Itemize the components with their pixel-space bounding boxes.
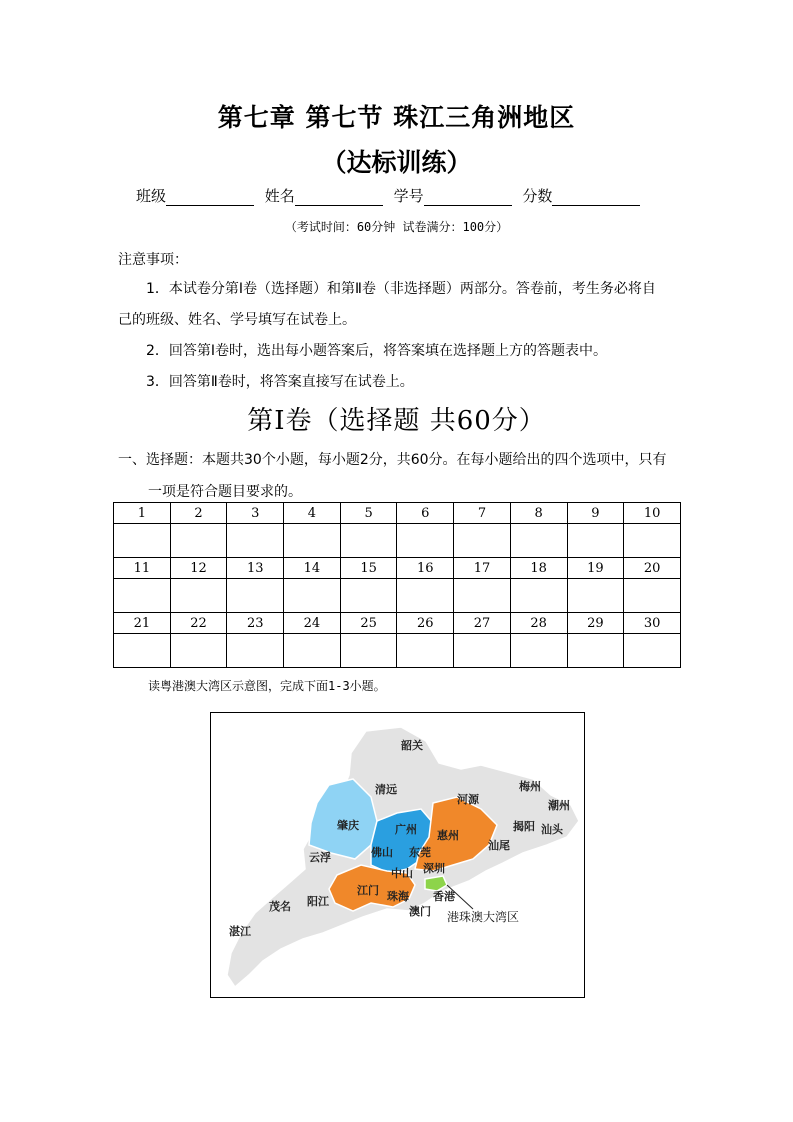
answer-number-row xyxy=(114,613,681,634)
answer-cell[interactable] xyxy=(397,579,454,613)
answer-blank-row xyxy=(114,579,681,613)
read-tip: 读粤港澳大湾区示意图，完成下面1-3小题。 xyxy=(148,679,386,693)
answer-cell[interactable] xyxy=(567,579,624,613)
score-field[interactable] xyxy=(552,191,640,206)
note-item-1-line-2: 己的班级、姓名、学号填写在试卷上。 xyxy=(118,312,356,328)
city-label-macau: 澳门 xyxy=(409,905,431,918)
city-label-dongguan: 东莞 xyxy=(409,846,431,859)
answer-cell[interactable] xyxy=(340,524,397,558)
answer-cell[interactable] xyxy=(114,524,171,558)
question-number-cell: 19 xyxy=(567,558,624,579)
city-label-zhongshan: 中山 xyxy=(391,867,413,880)
city-label-hongkong: 香港 xyxy=(433,890,455,903)
city-label-jiangmen: 江门 xyxy=(357,884,379,897)
question-number-cell: 28 xyxy=(510,613,567,634)
page-subtitle: （达标训练） xyxy=(321,148,472,177)
city-label-chaozhou: 潮州 xyxy=(548,799,570,812)
answer-cell[interactable] xyxy=(510,634,567,668)
question-number-cell: 26 xyxy=(397,613,454,634)
exam-time-note: （考试时间：60分钟 试卷满分：100分） xyxy=(284,220,509,234)
city-label-huizhou: 惠州 xyxy=(437,829,459,842)
city-label-shaoguan: 韶关 xyxy=(401,739,423,752)
class-field[interactable] xyxy=(166,191,254,206)
answer-cell[interactable] xyxy=(454,579,511,613)
question-number-cell: 9 xyxy=(567,503,624,524)
map-svg xyxy=(211,713,584,997)
note-item-2-text: 2．回答第Ⅰ卷时，选出每小题答案后，将答案填在选择题上方的答题表中。 xyxy=(146,343,608,359)
student-id-label: 学号 xyxy=(393,187,424,205)
city-label-maoming: 茂名 xyxy=(269,900,291,913)
city-label-jieyang: 揭阳 xyxy=(513,820,535,833)
city-label-zhanjiang: 湛江 xyxy=(229,925,251,938)
question-number-cell: 6 xyxy=(397,503,454,524)
question-number-cell: 25 xyxy=(340,613,397,634)
question-intro xyxy=(118,444,683,508)
page-title: 第七章 第七节 珠江三角洲地区 xyxy=(217,103,576,132)
question-number-cell: 30 xyxy=(624,613,681,634)
question-number-cell: 5 xyxy=(340,503,397,524)
answer-cell[interactable] xyxy=(227,524,284,558)
answer-number-row xyxy=(114,503,681,524)
answer-cell[interactable] xyxy=(284,579,341,613)
question-number-cell: 4 xyxy=(284,503,341,524)
answer-cell[interactable] xyxy=(567,634,624,668)
answer-cell[interactable] xyxy=(114,634,171,668)
answer-cell[interactable] xyxy=(624,579,681,613)
question-number-cell: 8 xyxy=(510,503,567,524)
question-number-cell: 10 xyxy=(624,503,681,524)
city-label-zhuhai: 珠海 xyxy=(387,890,409,903)
map-legend-label: 港珠澳大湾区 xyxy=(447,910,520,924)
question-number-cell: 16 xyxy=(397,558,454,579)
city-label-qingyuan: 清远 xyxy=(375,783,397,796)
city-label-yunfu: 云浮 xyxy=(309,851,331,864)
answer-cell[interactable] xyxy=(227,634,284,668)
answer-number-row xyxy=(114,558,681,579)
question-intro-line-1: 一、选择题：本题共30个小题，每小题2分，共60分。在每小题给出的四个选项中，只有 xyxy=(118,452,667,468)
question-number-cell: 15 xyxy=(340,558,397,579)
answer-cell[interactable] xyxy=(624,634,681,668)
city-label-shanwei: 汕尾 xyxy=(488,839,510,852)
city-label-yangjiang: 阳江 xyxy=(307,895,329,908)
city-label-shenzhen: 深圳 xyxy=(423,862,445,875)
answer-cell[interactable] xyxy=(284,524,341,558)
city-label-guangzhou: 广州 xyxy=(395,823,417,836)
answer-cell[interactable] xyxy=(170,634,227,668)
answer-blank-row xyxy=(114,524,681,558)
name-field[interactable] xyxy=(295,191,383,206)
note-item-2 xyxy=(118,336,678,367)
question-number-cell: 12 xyxy=(170,558,227,579)
question-number-cell: 11 xyxy=(114,558,171,579)
city-label-zhaoqing: 肇庆 xyxy=(337,819,359,832)
answer-cell[interactable] xyxy=(340,634,397,668)
question-intro-line-2: 一项是符合题目要求的。 xyxy=(148,484,302,500)
greater-bay-area-map xyxy=(210,712,585,998)
answer-cell[interactable] xyxy=(510,524,567,558)
question-number-cell: 24 xyxy=(284,613,341,634)
answer-cell[interactable] xyxy=(454,524,511,558)
section-title: 第Ⅰ卷（选择题 共60分） xyxy=(247,406,546,436)
question-number-cell: 20 xyxy=(624,558,681,579)
city-label-shantou: 汕头 xyxy=(541,823,563,836)
answer-cell[interactable] xyxy=(170,579,227,613)
student-info-row xyxy=(136,185,696,206)
city-label-meizhou: 梅州 xyxy=(519,780,541,793)
student-id-field[interactable] xyxy=(424,191,512,206)
question-number-cell: 1 xyxy=(114,503,171,524)
question-number-cell: 3 xyxy=(227,503,284,524)
question-number-cell: 2 xyxy=(170,503,227,524)
question-number-cell: 18 xyxy=(510,558,567,579)
answer-cell[interactable] xyxy=(624,524,681,558)
note-item-1-line-1: 1．本试卷分第Ⅰ卷（选择题）和第Ⅱ卷（非选择题）两部分。答卷前，考生务必将自 xyxy=(146,281,656,297)
note-item-3 xyxy=(118,367,678,398)
question-number-cell: 21 xyxy=(114,613,171,634)
answer-cell[interactable] xyxy=(454,634,511,668)
question-number-cell: 13 xyxy=(227,558,284,579)
answer-cell[interactable] xyxy=(170,524,227,558)
city-label-heyuan: 河源 xyxy=(457,793,479,806)
question-number-cell: 7 xyxy=(454,503,511,524)
answer-cell[interactable] xyxy=(114,579,171,613)
answer-cell[interactable] xyxy=(284,634,341,668)
answer-table xyxy=(113,502,681,668)
note-item-3-text: 3．回答第Ⅱ卷时，将答案直接写在试卷上。 xyxy=(146,374,414,390)
question-number-cell: 29 xyxy=(567,613,624,634)
question-number-cell: 17 xyxy=(454,558,511,579)
answer-cell[interactable] xyxy=(397,634,454,668)
notes-heading: 注意事项： xyxy=(118,252,188,268)
note-item-1 xyxy=(118,274,678,336)
answer-blank-row xyxy=(114,634,681,668)
city-label-foshan: 佛山 xyxy=(371,846,393,859)
answer-cell[interactable] xyxy=(227,579,284,613)
answer-cell[interactable] xyxy=(340,579,397,613)
class-label: 班级 xyxy=(136,187,167,205)
question-number-cell: 27 xyxy=(454,613,511,634)
name-label: 姓名 xyxy=(264,187,295,205)
question-number-cell: 23 xyxy=(227,613,284,634)
answer-cell[interactable] xyxy=(567,524,624,558)
question-number-cell: 14 xyxy=(284,558,341,579)
score-label: 分数 xyxy=(522,187,553,205)
answer-cell[interactable] xyxy=(510,579,567,613)
question-number-cell: 22 xyxy=(170,613,227,634)
answer-cell[interactable] xyxy=(397,524,454,558)
